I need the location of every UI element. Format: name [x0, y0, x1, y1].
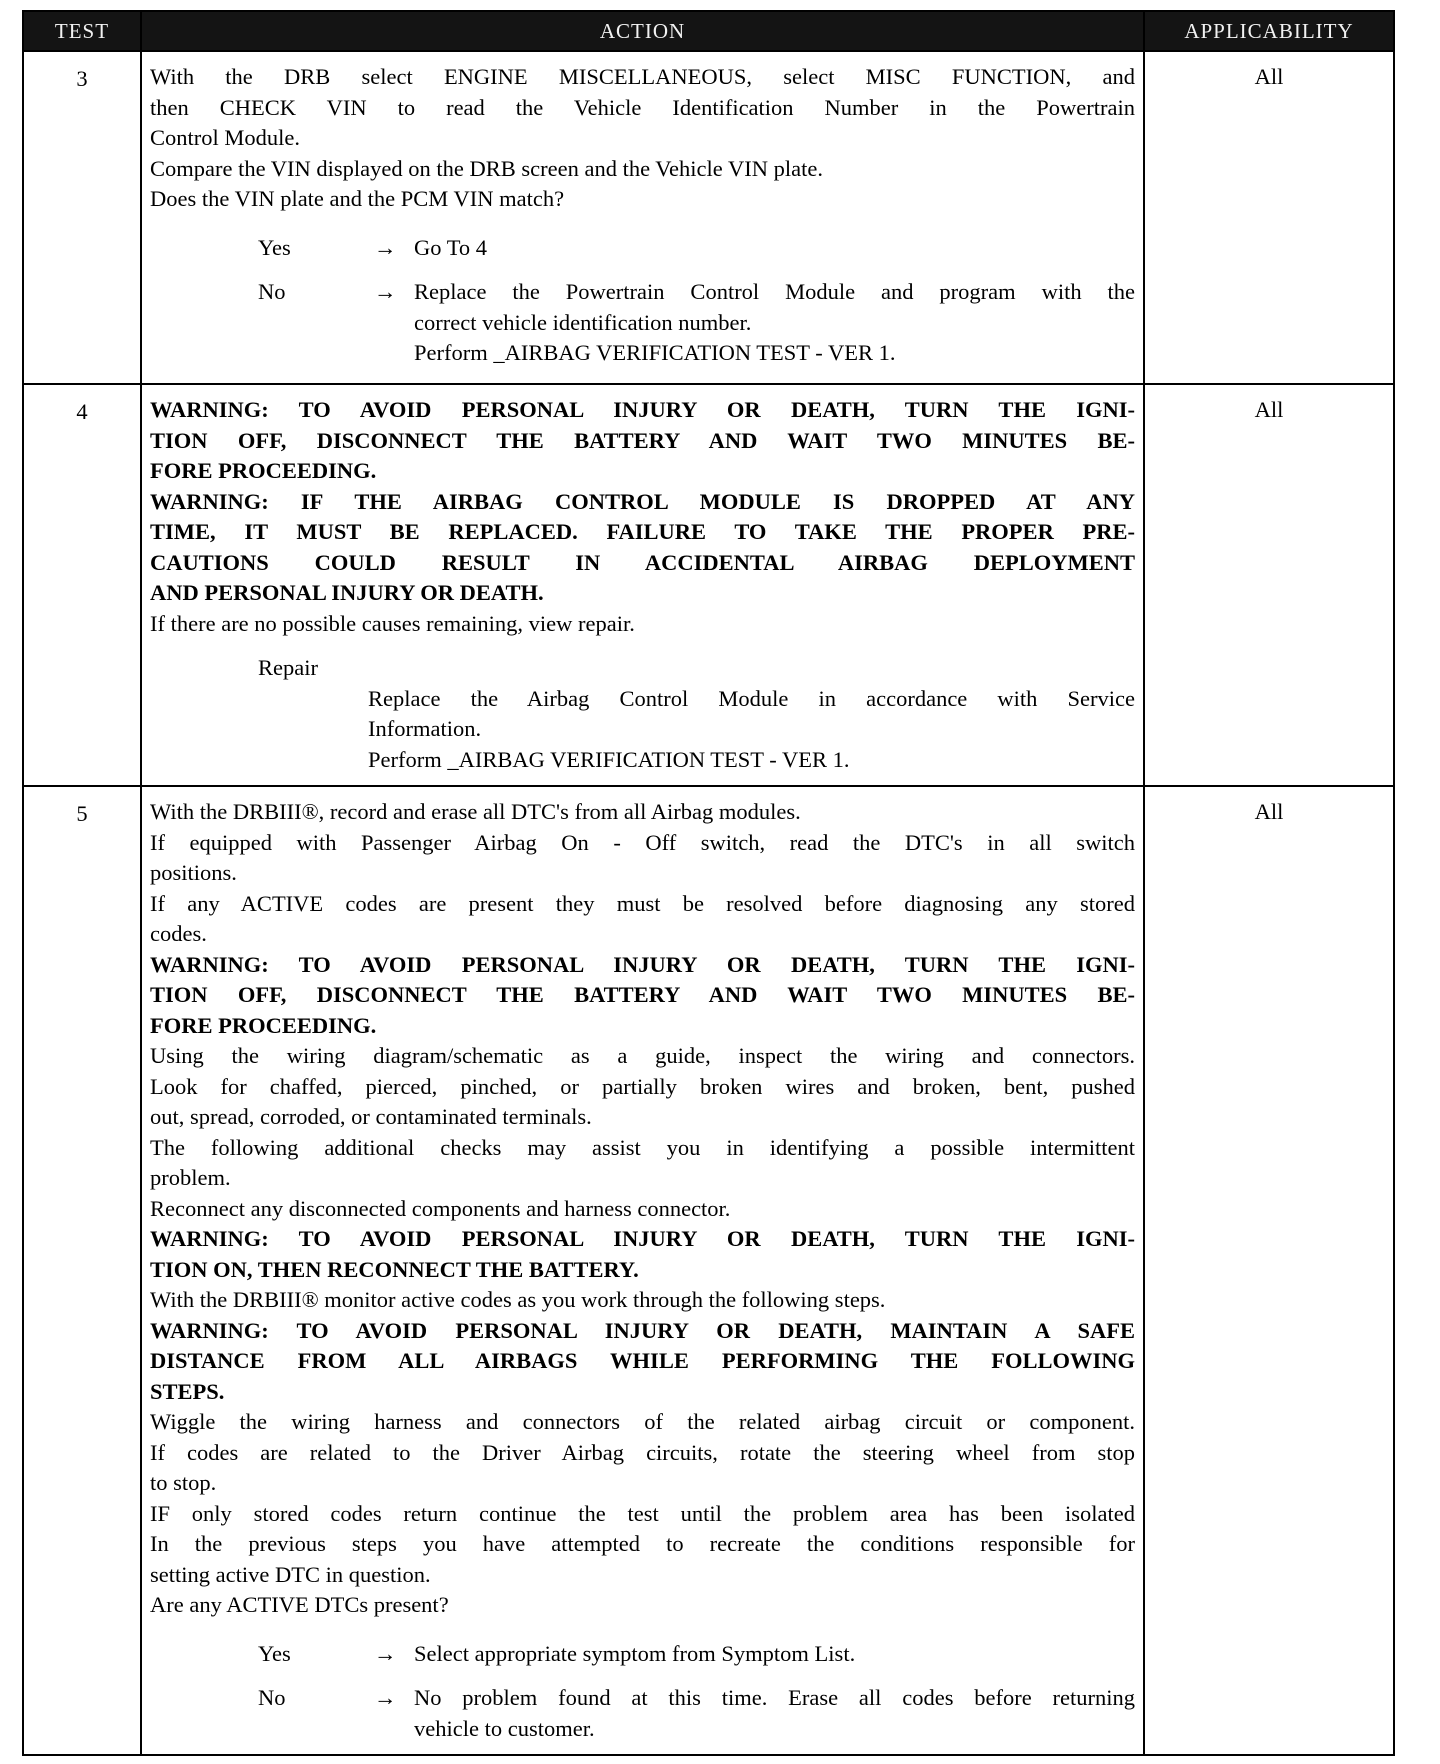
- warning-line: DISTANCE FROM ALL AIRBAGS WHILE PERFORMING THE FOLLOWING: [150, 1348, 1135, 1373]
- arrow-right-icon: →: [374, 234, 397, 260]
- warning-line: STEPS.: [150, 1378, 225, 1404]
- action-line: to stop.: [150, 1470, 217, 1495]
- arrow-right-icon: →: [374, 1640, 397, 1666]
- action-line: Control Module.: [150, 125, 300, 150]
- result-line: vehicle to customer.: [414, 1715, 595, 1741]
- warning-line: TION OFF, DISCONNECT THE BATTERY AND WAIT TWO MINUTES BE-: [150, 982, 1135, 1007]
- action-cell: [141, 786, 1144, 1755]
- action-line: If any ACTIVE codes are present they must be resolved before diagnosing any stored: [150, 890, 1135, 916]
- action-line: Compare the VIN displayed on the DRB screen and the Vehicle VIN plate.: [150, 155, 823, 181]
- action-line: Does the VIN plate and the PCM VIN match?: [150, 186, 565, 211]
- branch-no-result: [414, 1683, 1135, 1744]
- branch-yes: [150, 233, 1135, 264]
- warning-line: WARNING: TO AVOID PERSONAL INJURY OR DEATH, TURN THE IGNI-: [150, 397, 1135, 422]
- result-line: Replace the Powertrain Control Module and program with the: [414, 279, 1135, 304]
- warning-line: WARNING: TO AVOID PERSONAL INJURY OR DEATH, MAINTAIN A SAFE: [150, 1317, 1135, 1343]
- result-line: correct vehicle identification number.: [414, 309, 752, 335]
- diagnostic-table-container: [22, 10, 1393, 1756]
- branch-yes-result: Select appropriate symptom from Symptom List.: [414, 1640, 856, 1666]
- arrow-right-icon: →: [374, 1685, 397, 1710]
- action-lines: [150, 797, 1135, 1621]
- action-line: With the DRBIII®, record and erase all DTC's from all Airbag modules.: [150, 799, 801, 824]
- repair-line: Replace the Airbag Control Module in accordance with Service: [368, 685, 1135, 711]
- warning-line: FORE PROCEEDING.: [150, 458, 377, 483]
- diagnostic-table: [22, 10, 1395, 1756]
- table-row-test-4: [23, 384, 1394, 786]
- action-line: The following additional checks may assist you in identifying a possible intermittent: [150, 1134, 1135, 1160]
- action-line: If there are no possible causes remaining, view repair.: [150, 610, 635, 636]
- result-line: No problem found at this time. Erase all codes before returning: [414, 1685, 1135, 1710]
- action-line: positions.: [150, 860, 237, 885]
- branch-no-result: [414, 277, 1135, 369]
- warning-line: AND PERSONAL INJURY OR DEATH.: [150, 580, 544, 605]
- branch-yes-label: Yes: [258, 1640, 291, 1666]
- action-line: codes.: [150, 921, 207, 946]
- branch-yes-result: Go To 4: [414, 234, 488, 260]
- branch-no: [150, 277, 1135, 369]
- action-line: If codes are related to the Driver Airbag circuits, rotate the steering wheel from stop: [150, 1439, 1135, 1465]
- arrow-right-icon: →: [374, 279, 397, 304]
- action-line: Using the wiring diagram/schematic as a guide, inspect the wiring and connectors.: [150, 1043, 1135, 1068]
- warning-line: TIME, IT MUST BE REPLACED. FAILURE TO TAKE THE PROPER PRE-: [150, 519, 1135, 544]
- table-row-test-3: [23, 51, 1394, 384]
- branch-yes-label: Yes: [258, 234, 291, 260]
- action-cell: [141, 51, 1144, 384]
- table-row-test-5: [23, 786, 1394, 1755]
- applicability-value: All: [1144, 384, 1394, 786]
- result-line: Perform _AIRBAG VERIFICATION TEST - VER 1.: [414, 340, 896, 365]
- warning-line: CAUTIONS COULD RESULT IN ACCIDENTAL AIRBAG DEPLOYMENT: [150, 549, 1135, 575]
- applicability-value: All: [1144, 51, 1394, 384]
- warning-line: TION OFF, DISCONNECT THE BATTERY AND WAIT TWO MINUTES BE-: [150, 427, 1135, 453]
- action-cell: [141, 384, 1144, 786]
- test-number: 4: [23, 384, 141, 786]
- action-line: Look for chaffed, pierced, pinched, or partially broken wires and broken, bent, pushed: [150, 1073, 1135, 1099]
- warning-line: WARNING: TO AVOID PERSONAL INJURY OR DEATH, TURN THE IGNI-: [150, 951, 1135, 977]
- warning-line: WARNING: IF THE AIRBAG CONTROL MODULE IS DROPPED AT ANY: [150, 488, 1135, 514]
- action-line: With the DRBIII® monitor active codes as you work through the following steps.: [150, 1287, 886, 1312]
- action-line: Are any ACTIVE DTCs present?: [150, 1592, 449, 1617]
- branch-no-label: No: [258, 1685, 286, 1710]
- repair-line: Perform _AIRBAG VERIFICATION TEST - VER 1.: [368, 746, 850, 772]
- action-line: If equipped with Passenger Airbag On - Off switch, read the DTC's in all switch: [150, 829, 1135, 855]
- repair-label: Repair: [258, 655, 318, 680]
- warning-line: WARNING: TO AVOID PERSONAL INJURY OR DEATH, TURN THE IGNI-: [150, 1226, 1135, 1251]
- header-applicability: APPLICABILITY: [1144, 11, 1394, 51]
- test-number: 5: [23, 786, 141, 1755]
- branch-no-label: No: [258, 279, 286, 304]
- repair-body: [150, 684, 1135, 776]
- action-line: problem.: [150, 1165, 231, 1190]
- action-line: setting active DTC in question.: [150, 1561, 431, 1587]
- action-line: Wiggle the wiring harness and connectors of the related airbag circuit or component.: [150, 1409, 1135, 1434]
- action-line: Reconnect any disconnected components and harness connector.: [150, 1195, 731, 1221]
- applicability-value: All: [1144, 786, 1394, 1755]
- action-line: then CHECK VIN to read the Vehicle Identification Number in the Powertrain: [150, 94, 1135, 120]
- branch-no: [150, 1683, 1135, 1744]
- test-number: 3: [23, 51, 141, 384]
- repair-line: Information.: [368, 716, 482, 741]
- header-test: TEST: [23, 11, 141, 51]
- action-line: out, spread, corroded, or contaminated terminals.: [150, 1104, 592, 1129]
- branch-yes: [150, 1639, 1135, 1670]
- action-line: IF only stored codes return continue the test until the problem area has been isolated: [150, 1500, 1135, 1526]
- header-action: ACTION: [141, 11, 1144, 51]
- warning-line: TION ON, THEN RECONNECT THE BATTERY.: [150, 1256, 639, 1282]
- header-row: [23, 11, 1394, 51]
- warning-line: FORE PROCEEDING.: [150, 1012, 377, 1038]
- action-line: In the previous steps you have attempted to recreate the conditions responsible for: [150, 1531, 1135, 1556]
- action-line: With the DRB select ENGINE MISCELLANEOUS, select MISC FUNCTION, and: [150, 64, 1135, 89]
